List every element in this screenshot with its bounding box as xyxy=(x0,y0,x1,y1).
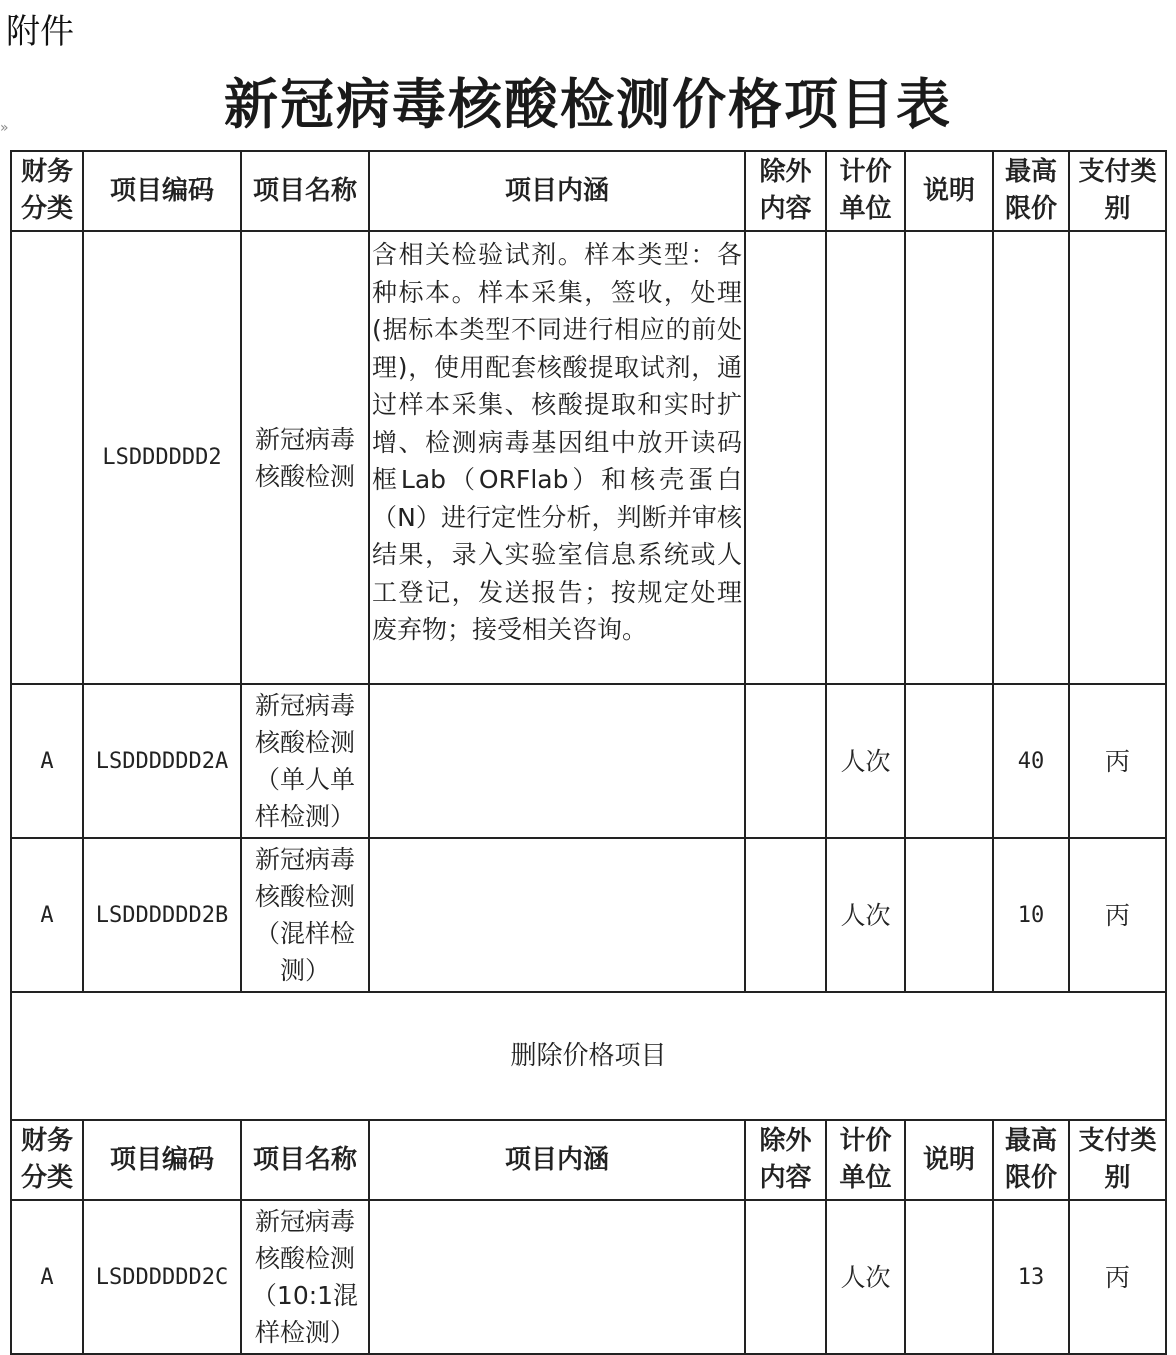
header-cell: 项目内涵 xyxy=(369,1120,745,1200)
exclusion-cell xyxy=(745,231,826,684)
deleted-section-label: 删除价格项目 xyxy=(11,992,1166,1120)
header-cell: 计价单位 xyxy=(826,151,905,231)
exclusion-cell xyxy=(745,838,826,992)
price-cell: 40 xyxy=(993,684,1069,838)
table-row xyxy=(11,684,1166,838)
table-header-row xyxy=(11,1120,1166,1200)
content-cell: 含相关检验试剂。样本类型：各种标本。样本采集，签收，处理(据标本类型不同进行相应的前处理)，使用配套核酸提取试剂，通过样本采集、核酸提取和实时扩增、检测病毒基因组中放开读码框Lab（ORFlab）和核壳蛋白（N）进行定性分析，判断并审核结果，录入实验室信息系统或人工登记，发送报告；按规定处理废弃物；接受相关咨询。 xyxy=(369,231,745,684)
table-row xyxy=(11,838,1166,992)
price-cell: 10 xyxy=(993,838,1069,992)
header-cell: 项目编码 xyxy=(83,151,241,231)
expand-arrow-icon: » xyxy=(0,120,9,136)
content-cell xyxy=(369,1200,745,1354)
deleted-section-row xyxy=(11,992,1166,1120)
table-row xyxy=(11,1200,1166,1354)
header-cell: 除外内容 xyxy=(745,151,826,231)
header-cell: 支付类别 xyxy=(1069,1120,1166,1200)
table-row xyxy=(11,231,1166,684)
category-cell: A xyxy=(11,838,83,992)
content-cell xyxy=(369,684,745,838)
price-cell xyxy=(993,231,1069,684)
content-cell xyxy=(369,838,745,992)
header-cell: 最高限价 xyxy=(993,1120,1069,1200)
category-cell: A xyxy=(11,684,83,838)
exclusion-cell xyxy=(745,1200,826,1354)
table-header-row xyxy=(11,151,1166,231)
unit-cell: 人次 xyxy=(826,1200,905,1354)
name-cell: 新冠病毒核酸检测（10:1混样检测） xyxy=(241,1200,369,1354)
header-cell: 除外内容 xyxy=(745,1120,826,1200)
exclusion-cell xyxy=(745,684,826,838)
pay-cell: 丙 xyxy=(1069,1200,1166,1354)
header-cell: 最高限价 xyxy=(993,151,1069,231)
note-cell xyxy=(905,838,993,992)
price-table xyxy=(10,150,1167,1355)
header-cell: 计价单位 xyxy=(826,1120,905,1200)
code-cell: LSDDDDDD2C xyxy=(83,1200,241,1354)
pay-cell xyxy=(1069,231,1166,684)
code-cell: LSDDDDDD2A xyxy=(83,684,241,838)
note-cell xyxy=(905,1200,993,1354)
header-cell: 说明 xyxy=(905,151,993,231)
price-cell: 13 xyxy=(993,1200,1069,1354)
unit-cell: 人次 xyxy=(826,684,905,838)
header-cell: 财务分类 xyxy=(11,151,83,231)
header-cell: 支付类别 xyxy=(1069,151,1166,231)
header-cell: 项目名称 xyxy=(241,151,369,231)
header-cell: 项目编码 xyxy=(83,1120,241,1200)
pay-cell: 丙 xyxy=(1069,684,1166,838)
header-cell: 财务分类 xyxy=(11,1120,83,1200)
name-cell: 新冠病毒核酸检测 xyxy=(241,231,369,684)
category-cell: A xyxy=(11,1200,83,1354)
note-cell xyxy=(905,231,993,684)
code-cell: LSDDDDDD2 xyxy=(83,231,241,684)
unit-cell xyxy=(826,231,905,684)
name-cell: 新冠病毒核酸检测（单人单样检测） xyxy=(241,684,369,838)
category-cell xyxy=(11,231,83,684)
document-title: 新冠病毒核酸检测价格项目表 xyxy=(224,72,952,136)
unit-cell: 人次 xyxy=(826,838,905,992)
header-cell: 项目内涵 xyxy=(369,151,745,231)
header-cell: 说明 xyxy=(905,1120,993,1200)
pay-cell: 丙 xyxy=(1069,838,1166,992)
attachment-label: 附件 xyxy=(6,12,74,52)
note-cell xyxy=(905,684,993,838)
code-cell: LSDDDDDD2B xyxy=(83,838,241,992)
header-cell: 项目名称 xyxy=(241,1120,369,1200)
name-cell: 新冠病毒核酸检测（混样检测） xyxy=(241,838,369,992)
